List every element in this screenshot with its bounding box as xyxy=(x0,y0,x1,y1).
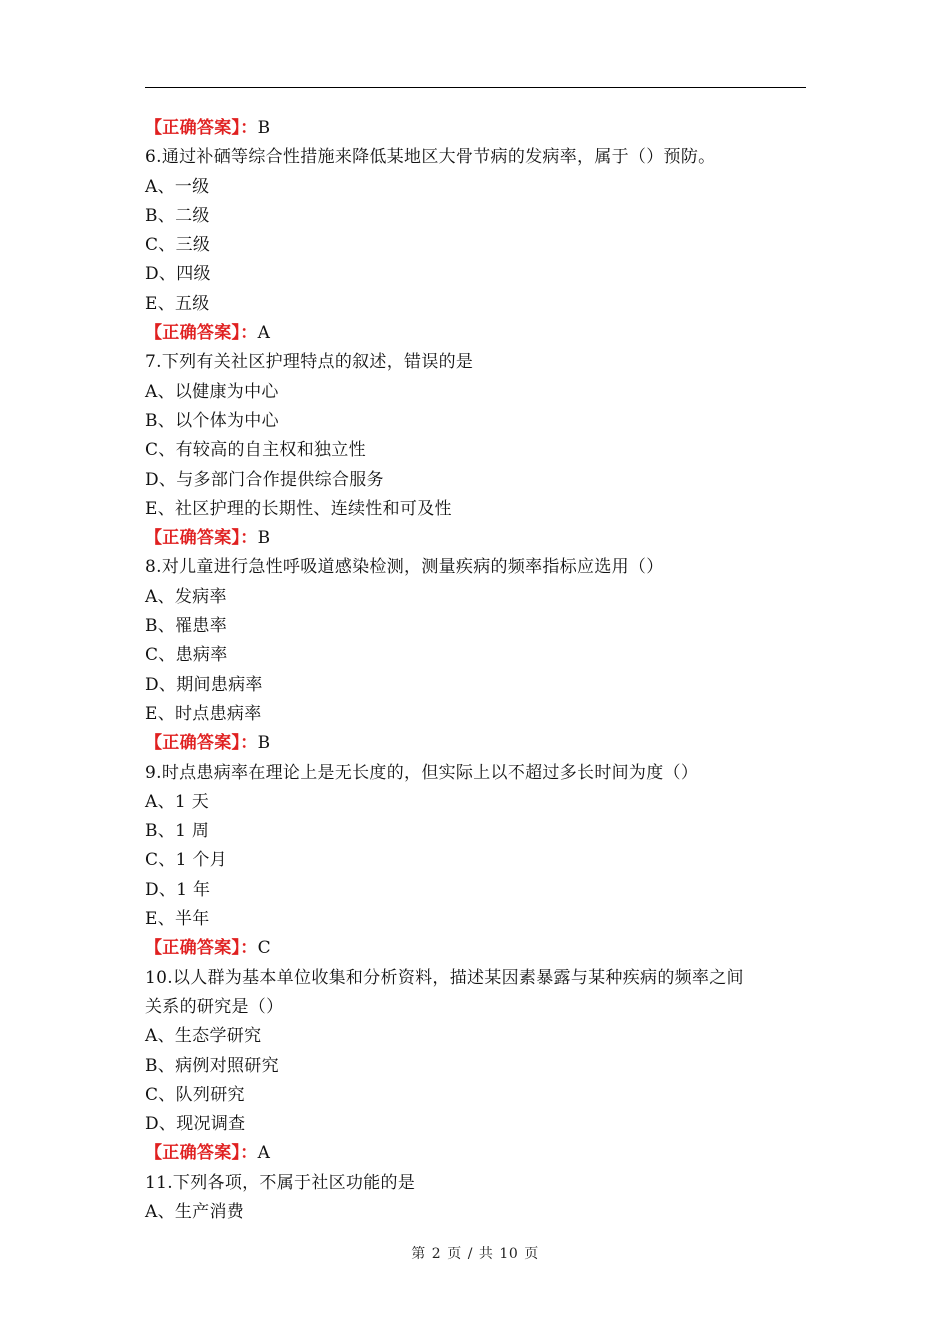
footer-page-unit: 页 xyxy=(447,1246,462,1262)
correct-answer-label: 【正确答案】： xyxy=(145,118,258,138)
question-text: 7.下列有关社区护理特点的叙述，错误的是 xyxy=(145,352,474,373)
answer-option: B、1 周 xyxy=(145,821,210,842)
answer-option: D、期间患病率 xyxy=(145,674,263,695)
correct-answer-line xyxy=(145,319,807,348)
question-text: 6.通过补硒等综合性措施来降低某地区大骨节病的发病率，属于（）预防。 xyxy=(145,147,716,168)
answer-option: D、四级 xyxy=(145,264,211,285)
correct-answer-line xyxy=(145,524,807,553)
answer-option: D、与多部门合作提供综合服务 xyxy=(145,469,384,490)
correct-answer-letter: B xyxy=(257,118,271,138)
correct-answer-label: 【正确答案】： xyxy=(145,528,258,549)
correct-answer-line xyxy=(145,729,807,758)
answer-option: B、罹患率 xyxy=(145,616,227,637)
answer-option: A、生产消费 xyxy=(145,1201,245,1222)
answer-option: D、1 年 xyxy=(145,879,211,900)
correct-answer-label: 【正确答案】： xyxy=(145,733,258,754)
correct-answer-line xyxy=(145,114,807,143)
footer-total-unit: 页 xyxy=(524,1246,539,1262)
answer-option: C、队列研究 xyxy=(145,1084,245,1105)
answer-option: E、社区护理的长期性、连续性和可及性 xyxy=(145,498,452,519)
correct-answer-line xyxy=(145,934,807,963)
answer-option: C、有较高的自主权和独立性 xyxy=(145,440,366,461)
correct-answer-label: 【正确答案】： xyxy=(145,323,258,344)
question-text: 关系的研究是（） xyxy=(145,996,284,1017)
question-text: 11.下列各项，不属于社区功能的是 xyxy=(145,1172,416,1193)
correct-answer-letter: C xyxy=(257,938,271,959)
answer-option: C、三级 xyxy=(145,235,211,256)
correct-answer-label: 【正确答案】： xyxy=(145,938,258,959)
answer-option: A、发病率 xyxy=(145,586,227,607)
document-body xyxy=(145,114,807,1227)
question-text: 9.时点患病率在理论上是无长度的，但实际上以不超过多长时间为度（） xyxy=(145,762,699,783)
question-text: 8.对儿童进行急性呼吸道感染检测，测量疾病的频率指标应选用（） xyxy=(145,557,664,578)
footer-separator: / xyxy=(467,1246,473,1262)
answer-option: C、患病率 xyxy=(145,645,228,666)
answer-option: E、半年 xyxy=(145,909,210,930)
answer-option: A、以健康为中心 xyxy=(145,381,279,402)
question-text: 10.以人群为基本单位收集和分析资料，描述某因素暴露与某种疾病的频率之间 xyxy=(145,967,744,988)
answer-option: D、现况调查 xyxy=(145,1114,246,1135)
correct-answer-line xyxy=(145,1139,807,1168)
correct-answer-letter: B xyxy=(257,733,271,754)
answer-option: E、时点患病率 xyxy=(145,703,262,724)
page-footer xyxy=(0,1243,950,1263)
answer-option: A、1 天 xyxy=(145,791,209,812)
footer-prefix: 第 xyxy=(411,1246,426,1262)
answer-option: E、五级 xyxy=(145,293,210,314)
footer-total-prefix: 共 xyxy=(478,1246,494,1262)
answer-option: B、以个体为中心 xyxy=(145,410,279,431)
answer-option: B、病例对照研究 xyxy=(145,1055,279,1076)
answer-option: A、生态学研究 xyxy=(145,1026,262,1047)
header-rule xyxy=(145,87,806,88)
correct-answer-label: 【正确答案】： xyxy=(145,1143,258,1164)
footer-total-pages: 10 xyxy=(499,1246,519,1262)
correct-answer-letter: A xyxy=(257,323,271,344)
correct-answer-letter: A xyxy=(257,1143,271,1164)
answer-option: C、1 个月 xyxy=(145,850,228,871)
footer-page-number: 2 xyxy=(431,1246,442,1262)
answer-option: B、二级 xyxy=(145,205,210,226)
correct-answer-letter: B xyxy=(257,528,271,549)
answer-option: A、一级 xyxy=(145,176,210,197)
